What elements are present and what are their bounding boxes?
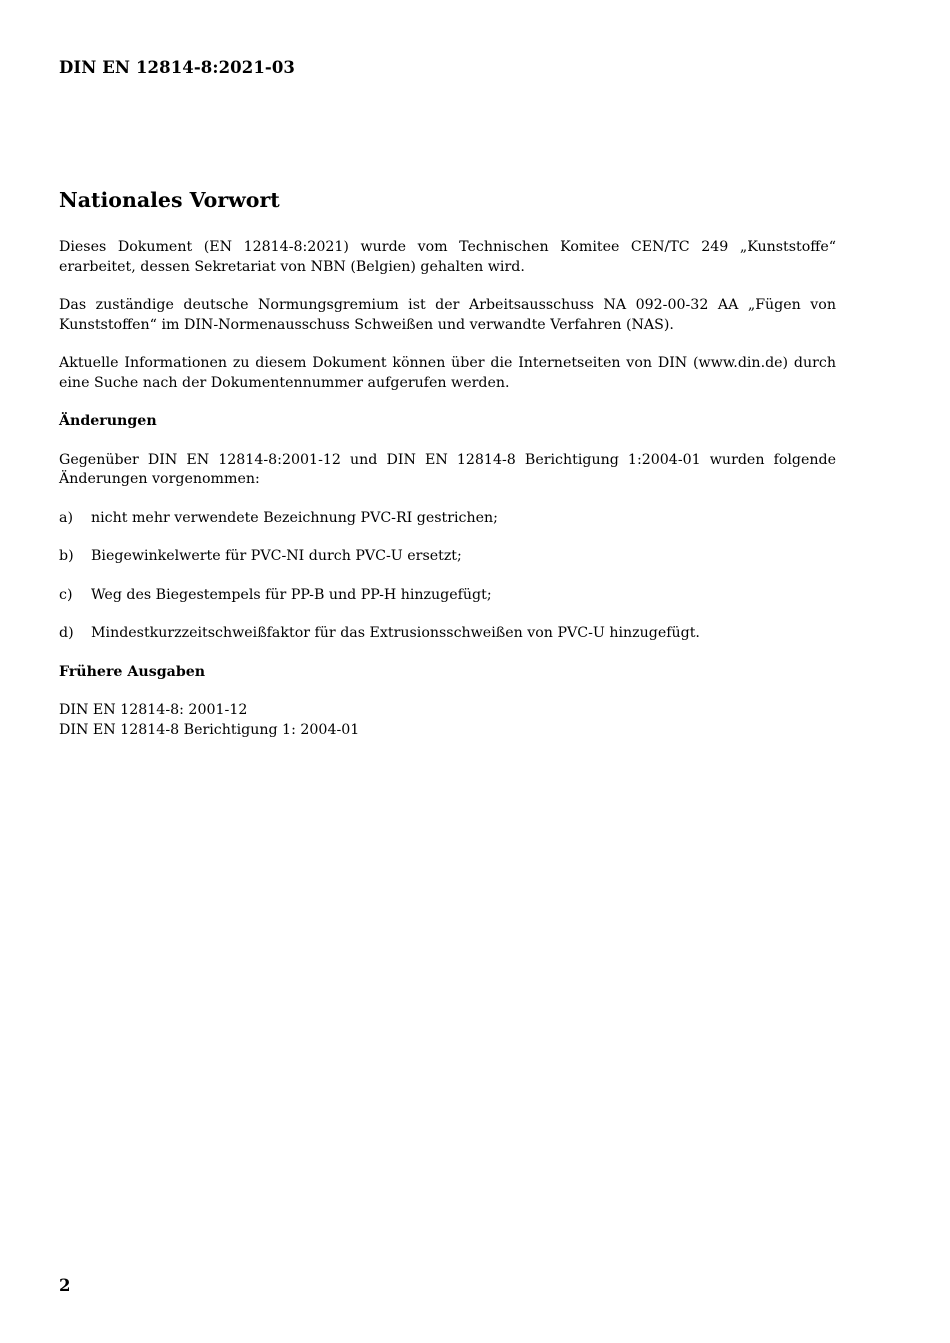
paragraph-current-info: Aktuelle Informationen zu diesem Dokument können über die Internetseiten von DIN (www.din.de) durch eine Suche nach der Dokumentennummer aufgerufen werden.	[59, 355, 836, 391]
earlier-editions-list	[59, 701, 836, 740]
paragraph-standards-body: Das zuständige deutsche Normungsgremium ist der Arbeitsausschuss NA 092-00-32 AA „Fügen von Kunststoffen“ im DIN-Normenausschuss Schweißen und verwandte Verfahren (NAS).	[59, 297, 836, 333]
list-marker: d)	[59, 625, 74, 641]
earlier-edition-line: DIN EN 12814-8 Berichtigung 1: 2004-01	[59, 721, 360, 738]
list-item-text: Mindestkurzzeitschweißfaktor für das Extrusionsschweißen von PVC-U hinzugefügt.	[91, 625, 700, 641]
changes-heading: Änderungen	[59, 413, 157, 429]
list-item	[59, 547, 836, 567]
list-item-text: Weg des Biegestempels für PP-B und PP-H hinzugefügt;	[91, 586, 492, 603]
list-item	[59, 624, 836, 644]
list-item	[59, 586, 836, 606]
earlier-editions-heading: Frühere Ausgaben	[59, 663, 206, 680]
list-item-text: nicht mehr verwendete Bezeichnung PVC-RI gestrichen;	[91, 509, 498, 526]
changes-list	[59, 509, 836, 644]
document-id-header: DIN EN 12814-8:2021-03	[59, 58, 296, 77]
list-item	[59, 509, 836, 529]
changes-intro: Gegenüber DIN EN 12814-8:2001-12 und DIN EN 12814-8 Berichtigung 1:2004-01 wurden folgende Änderungen vorgenommen:	[59, 451, 836, 487]
list-marker: c)	[59, 586, 73, 603]
paragraph-committee: Dieses Dokument (EN 12814-8:2021) wurde vom Technischen Komitee CEN/TC 249 „Kunststoffe“ erarbeitet, dessen Sekretariat von NBN (Belgien) gehalten wird.	[59, 239, 836, 275]
page-content	[59, 186, 836, 740]
list-marker: b)	[59, 548, 74, 564]
page-number: 2	[59, 1276, 71, 1295]
list-marker: a)	[59, 509, 73, 526]
page-title: Nationales Vorwort	[59, 188, 280, 212]
earlier-edition-line: DIN EN 12814-8: 2001-12	[59, 702, 248, 718]
list-item-text: Biegewinkelwerte für PVC-NI durch PVC-U ersetzt;	[91, 548, 462, 564]
